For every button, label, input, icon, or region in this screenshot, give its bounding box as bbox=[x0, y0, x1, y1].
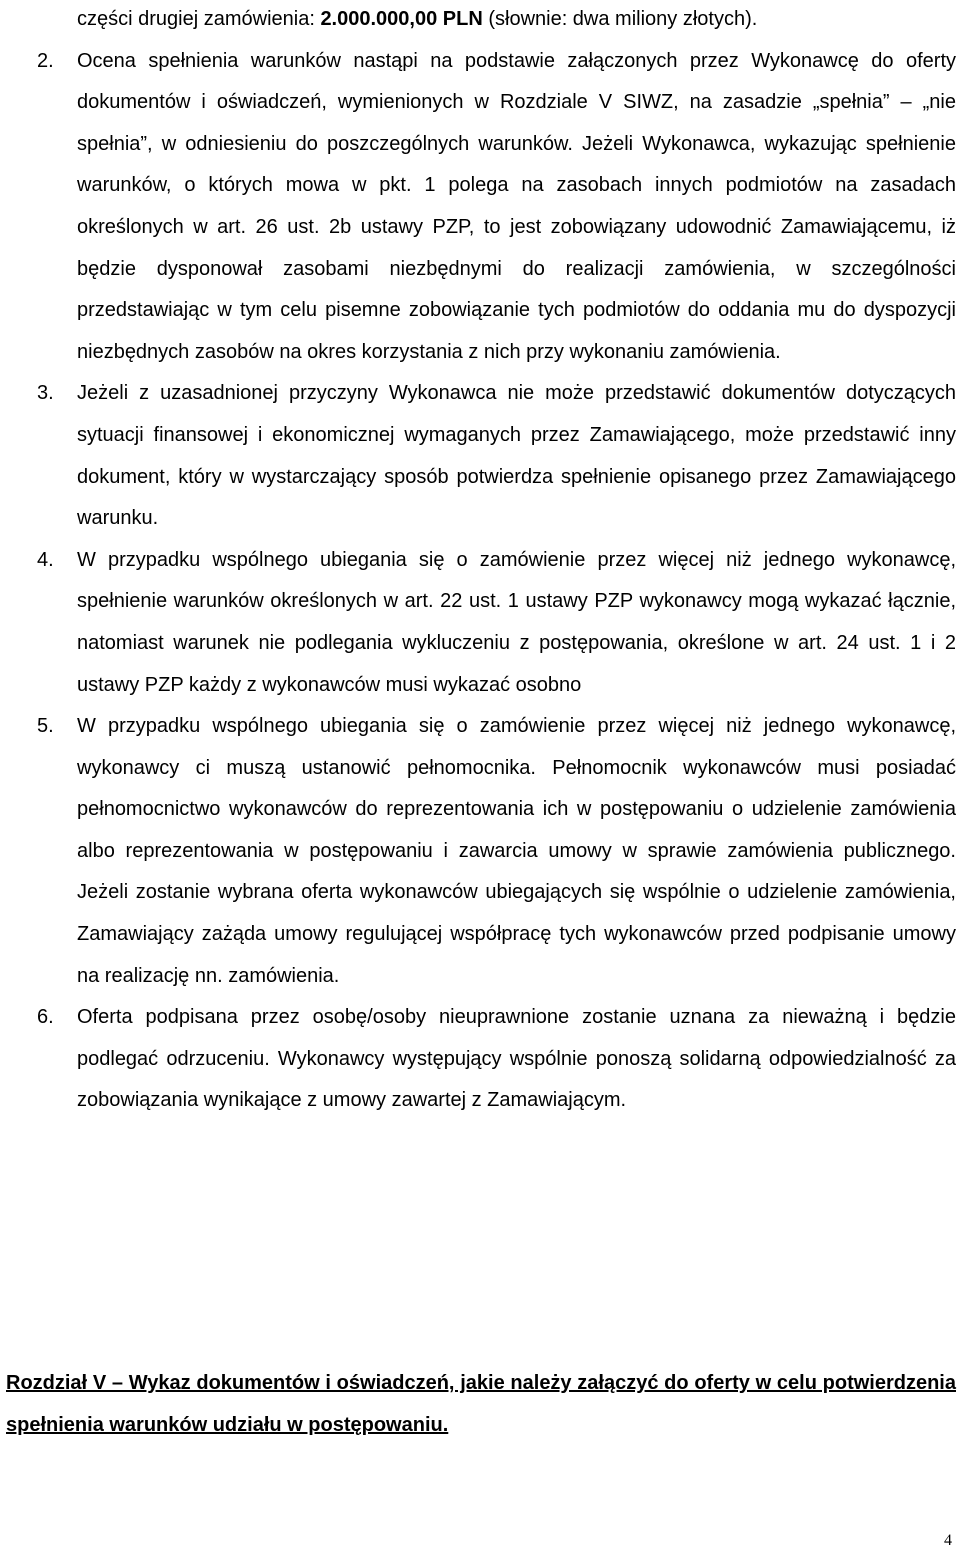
page-number: 4 bbox=[944, 1532, 952, 1549]
list-item-2 bbox=[0, 41, 960, 374]
chapter-heading: Rozdział V – Wykaz dokumentów i oświadczeń, jakie należy załączyć do oferty w celu potwierdzenia spełnienia warunków udziału w postępowaniu. bbox=[6, 1372, 956, 1436]
list-item-text: Jeżeli z uzasadnionej przyczyny Wykonawca nie może przedstawić dokumentów dotyczących sytuacji finansowej i ekonomicznej wymaganych przez Zamawiającego, może przedstawić inny dokument, który w wystarczający sposób potwierdza spełnienie opisanego przez Zamawiającego warunku. bbox=[77, 382, 956, 530]
list-item-4 bbox=[0, 540, 960, 706]
list-item-number: 3. bbox=[37, 382, 54, 405]
list-item-number: 4. bbox=[37, 548, 54, 571]
list-item-text: Oferta podpisana przez osobę/osoby nieuprawnione zostanie uznana za nieważną i będzie podlegać odrzuceniu. Wykonawcy występujący wspólnie ponoszą solidarną odpowiedzialność za zobowiązania wynikające z umowy zawartej z Zamawiającym. bbox=[77, 1006, 956, 1112]
intro-text-after: (słownie: dwa miliony złotych). bbox=[482, 8, 758, 30]
list-item-text: Ocena spełnienia warunków nastąpi na podstawie załączonych przez Wykonawcę do oferty dokumentów i oświadczeń, wymienionych w Rozdziale V SIWZ, na zasadzie „spełnia” – „nie spełnia”, w odniesieniu do poszczególnych warunków. Jeżeli Wykonawca, wykazując spełnienie warunków, o których mowa w pkt. 1 polega na zasobach innych podmiotów na zasadach określonych w art. 26 ust. 2b ustawy PZP, to jest zobowiązany udowodnić Zamawiającemu, iż będzie dysponował zasobami niezbędnymi do realizacji zamówienia, w szczególności przedstawiając w tym celu pisemne zobowiązanie tych podmiotów do oddania mu do dyspozycji niezbędnych zasobów na okres korzystania z nich przy wykonaniu zamówienia. bbox=[77, 49, 956, 363]
list-item-number: 2. bbox=[37, 49, 54, 72]
list-item-text: W przypadku wspólnego ubiegania się o zamówienie przez więcej niż jednego wykonawcę, spełnienie warunków określonych w art. 22 ust. 1 ustawy PZP wykonawcy mogą wykazać łącznie, natomiast warunek nie podlegania wykluczeniu z postępowania, określone w art. 24 ust. 1 i 2 ustawy PZP każdy z wykonawców musi wykazać osobno bbox=[77, 548, 956, 696]
list-item-number: 5. bbox=[37, 715, 54, 738]
list-item-3 bbox=[0, 373, 960, 539]
list-item-number: 6. bbox=[37, 1006, 54, 1029]
list-item-text: W przypadku wspólnego ubiegania się o zamówienie przez więcej niż jednego wykonawcę, wykonawcy ci muszą ustanowić pełnomocnika. Pełnomocnik wykonawców musi posiadać pełnomocnictwo wykonawców do reprezentowania ich w postępowaniu o udzielenie zamówienia albo reprezentowania w postępowaniu i zawarcia umowy w sprawie zamówienia publicznego. Jeżeli zostanie wybrana oferta wykonawców ubiegających się wspólnie o udzielenie zamówienia, Zamawiający zażąda umowy regulującej współpracę tych wykonawców przed podpisanie umowy na realizację nn. zamówienia. bbox=[77, 715, 956, 987]
intro-amount: 2.000.000,00 PLN bbox=[320, 8, 483, 30]
list-item-continuation bbox=[0, 0, 960, 41]
list-item-6 bbox=[0, 997, 960, 1122]
list-item-5 bbox=[0, 706, 960, 997]
intro-text-before: części drugiej zamówienia: bbox=[77, 8, 321, 30]
